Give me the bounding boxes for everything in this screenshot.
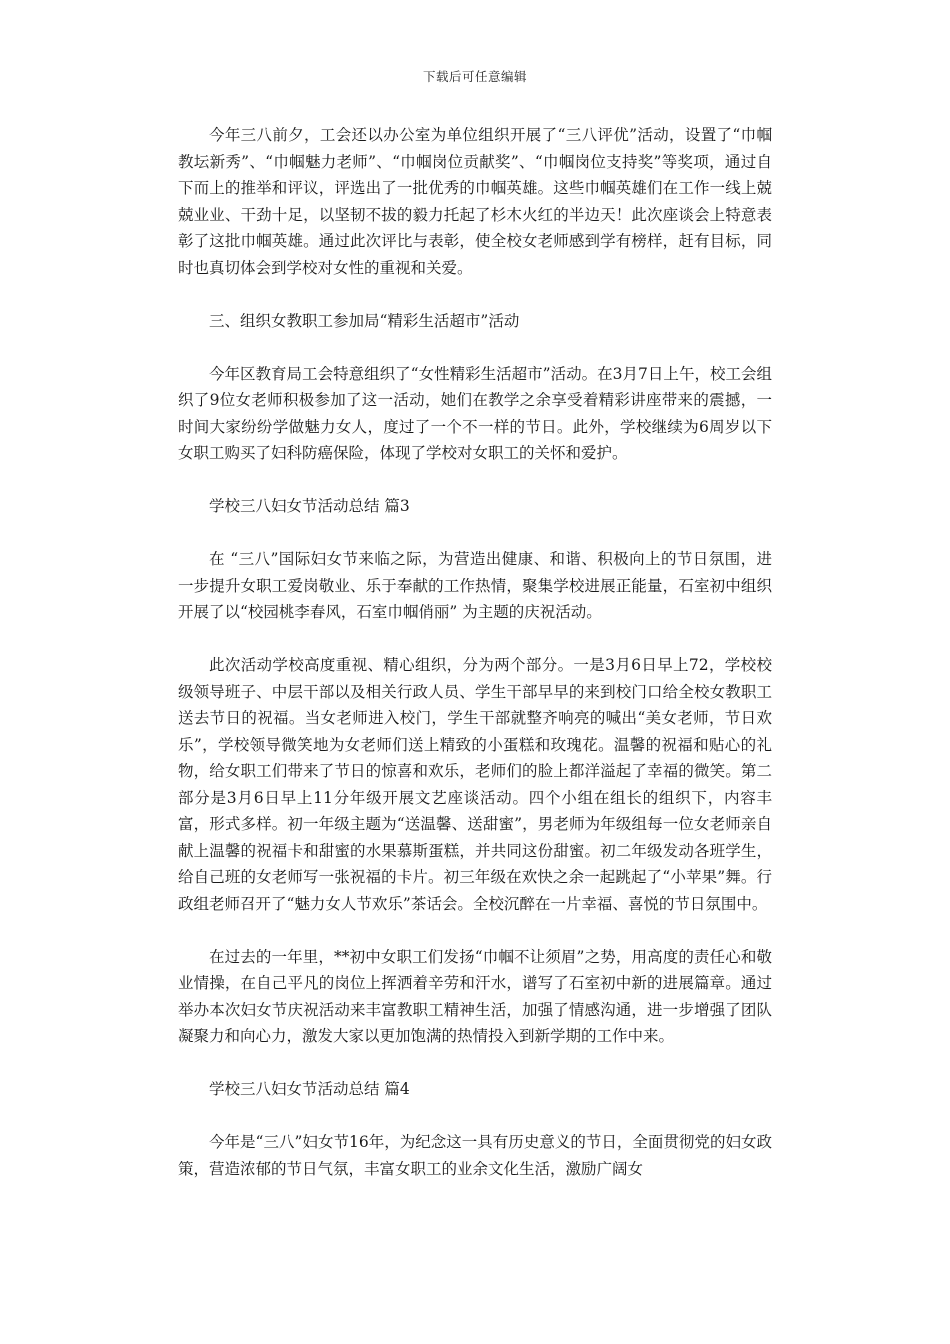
page-header: 下载后可任意编辑 (422, 69, 527, 84)
article-heading-part-3: 学校三八妇女节活动总结 篇3 (209, 497, 410, 515)
document-body (178, 122, 772, 1209)
paragraph-activities: 此次活动学校高度重视、精心组织，分为两个部分。一是3月6日早上72，学校校级领导班子、中层干部以及相关行政人员、学生干部早早的来到校门口给全校女教职工送去节日的祝福。当女老师进入校门，学生干部就整齐响亮的喊出“美女老师，节日欢乐”，学校领导微笑地为女老师们送上精致的小蛋糕和玫瑰花。温馨的祝福和贴心的礼物，给女职工们带来了节日的惊喜和欢乐，老师们的脸上都洋溢起了幸福的微笑。第二部分是3月6日早上11分年级开展文艺座谈活动。四个小组在组长的组织下，内容丰富，形式多样。初一年级主题为“送温馨、送甜蜜”，男老师为年级组每一位女老师亲自献上温馨的祝福卡和甜蜜的水果慕斯蛋糕，并共同这份甜蜜。初二年级发动各班学生，给自己班的女老师写一张祝福的卡片。初三年级在欢快之余一起跳起了“小苹果”舞。行政组老师召开了“魅力女人节欢乐”茶话会。全校沉醉在一片幸福、喜悦的节日氛围中。 (178, 656, 772, 913)
paragraph-life-supermarket: 今年区教育局工会特意组织了“女性精彩生活超市”活动。在3月7日上午，校工会组织了9位女老师积极参加了这一活动，她们在教学之余享受着精彩讲座带来的震撼，一时间大家纷纷学做魅力女人，度过了一个不一样的节日。此外，学校继续为6周岁以下女职工购买了妇科防癌保险，体现了学校对女职工的关怀和爱护。 (178, 364, 772, 462)
paragraph-part4-intro: 今年是“三八”妇女节16年，为纪念这一具有历史意义的节日，全面贯彻党的妇女政策，营造浓郁的节日气氛，丰富女职工的业余文化生活，激励广阔女 (178, 1133, 772, 1178)
paragraph-awards: 今年三八前夕，工会还以办公室为单位组织开展了“三八评优”活动，设置了“巾帼教坛新秀”、“巾帼魅力老师”、“巾帼岗位贡献奖”、“巾帼岗位支持奖”等奖项，通过自下而上的推举和评议，评选出了一批优秀的巾帼英雄。这些巾帼英雄们在工作一线上兢兢业业、干劲十足，以坚韧不拔的毅力托起了杉木火红的半边天！此次座谈会上特意表彰了这批巾帼英雄。通过此次评比与表彰，使全校女老师感到学有榜样，赶有目标，同时也真切体会到学校对女性的重视和关爱。 (178, 126, 772, 277)
paragraph-summary: 在过去的一年里，**初中女职工们发扬“巾帼不让须眉”之势，用高度的责任心和敬业情操，在自己平凡的岗位上挥洒着辛劳和汗水，谱写了石室初中新的进展篇章。通过举办本次妇女节庆祝活动来丰富教职工精神生活，加强了情感沟通，进一步增强了团队凝聚力和向心力，激发大家以更加饱满的热情投入到新学期的工作中来。 (178, 947, 772, 1045)
article-heading-part-4: 学校三八妇女节活动总结 篇4 (209, 1080, 410, 1098)
section-heading-3: 三、组织女教职工参加局“精彩生活超市”活动 (209, 311, 520, 330)
paragraph-intro: 在 “三八”国际妇女节来临之际，为营造出健康、和谐、积极向上的节日氛围，进一步提升女职工爱岗敬业、乐于奉献的工作热情，聚集学校进展正能量，石室初中组织开展了以“校园桃李春风，石室巾帼俏丽” 为主题的庆祝活动。 (178, 550, 772, 621)
